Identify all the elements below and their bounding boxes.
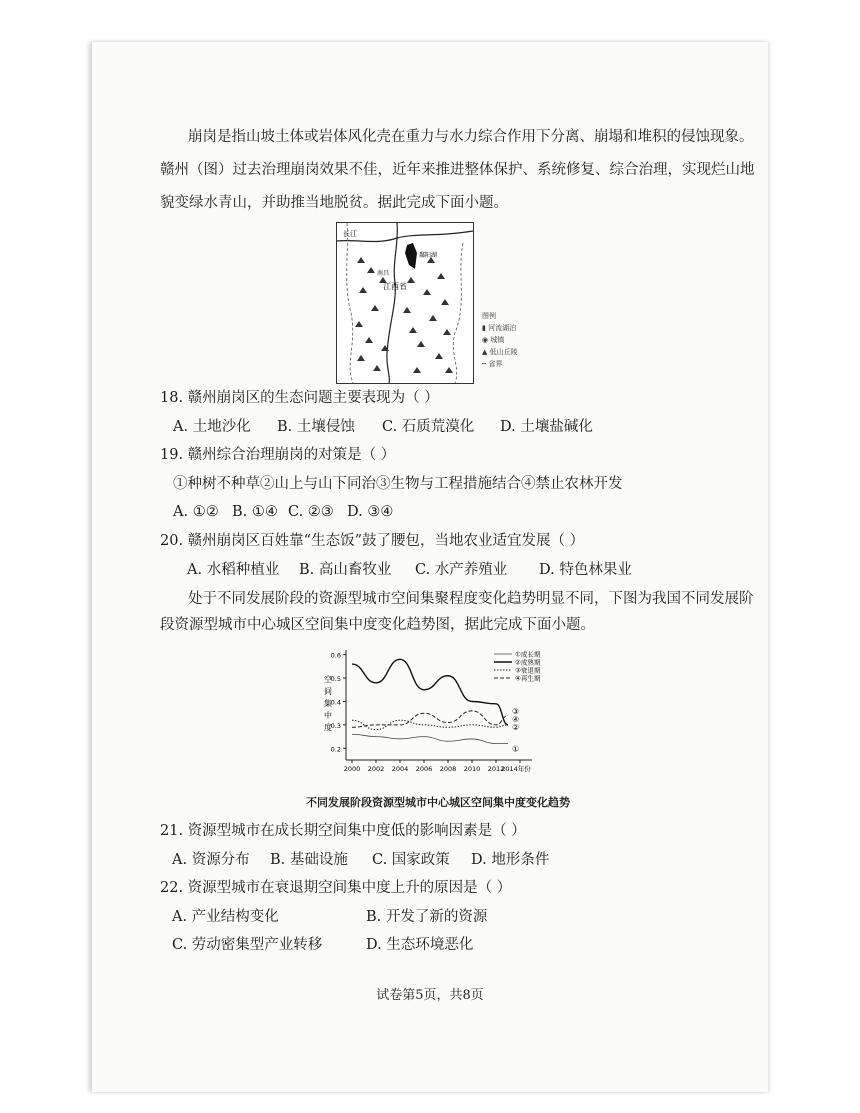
q18-option-d: D. 土壤盐碱化 [500,419,593,435]
legend-label: ①成长期 [515,650,541,659]
passage2-line1: 处于不同发展阶段的资源型城市空间集聚程度变化趋势明显不同，下图为我国不同发展阶 [188,591,754,607]
series-end-label: ④ [512,715,520,725]
x-tick-label: 2014年份 [501,765,531,773]
province-border-west [347,223,353,383]
y-tick-label: 0.4 [330,698,341,707]
y-tick-label: 0.5 [330,675,341,684]
q19-option-a: A. ①② [173,504,219,520]
passage1-line2: 赣州（图）过去治理崩岗效果不佳，近年来推进整体保护、系统修复、综合治理，实现烂山地 [160,162,755,178]
legend-item-river: ▮ 河流湖泊 [482,324,517,332]
q21-option-a: A. 资源分布 [172,852,250,868]
legend-label: ④再生期 [515,674,541,683]
q22-option-a: A. 产业结构变化 [172,909,279,925]
passage1-line1: 崩岗是指山坡土体或岩体风化壳在重力与水力综合作用下分离、崩塌和堆积的侵蚀现象。 [188,129,754,145]
q21-stem: 21. 资源型城市在成长期空间集中度低的影响因素是（ ） [160,823,526,839]
concentration-chart [316,642,596,792]
map-label-river: 长江 [343,230,357,238]
q19-option-b: B. ①④ [232,504,278,520]
passage2-line2: 段资源型城市中心城区空间集中度变化趋势图，据此完成下面小题。 [160,617,595,633]
y-axis-label-char: 度 [324,723,332,732]
legend-label: ②成熟期 [515,658,541,667]
q22-option-c: C. 劳动密集型产业转移 [172,937,323,953]
x-tick-label: 2000 [343,765,361,773]
q22-option-d: D. 生态环境恶化 [366,937,474,953]
y-axis-label-char: 空 [324,675,332,684]
legend-label: ③衰退期 [515,666,541,675]
series-end-label: ② [512,723,520,733]
series-line-3 [352,720,508,729]
q19-stem: 19. 赣州综合治理崩岗的对策是（ ） [160,447,396,463]
q21-option-c: C. 国家政策 [372,852,450,868]
page-footer: 试卷第5页，共8页 [376,988,484,1003]
y-tick-label: 0.3 [330,721,341,730]
passage1-line3: 貌变绿水青山，并助推当地脱贫。据此完成下面小题。 [160,195,508,211]
q18-option-c: C. 石质荒漠化 [382,419,475,435]
q18-stem: 18. 赣州崩岗区的生态问题主要表现为（ ） [160,390,439,406]
map-label-lake: 鄱阳湖 [419,252,438,259]
x-tick-label: 2008 [439,765,457,773]
y-axis-label-char: 间 [324,687,332,696]
series-end-label: ① [512,744,520,754]
series-end-label: ③ [512,706,520,716]
legend-border-label: 省界 [488,360,503,368]
province-border-east [453,243,463,383]
x-tick-label: 2006 [415,765,433,773]
chart-svg [316,642,596,788]
map-label-province: 江西省 [383,282,407,291]
y-axis-label-char: 集 [324,699,332,708]
legend-town-label: 城镇 [490,336,505,344]
legend-river-label: 河流湖泊 [488,324,517,332]
q19-option-c: C. ②③ [288,504,334,520]
y-tick-label: 0.2 [330,745,341,754]
q20-option-c: C. 水产养殖业 [415,562,508,578]
q20-option-b: B. 高山畜牧业 [299,562,392,578]
hill-symbols [355,257,453,373]
map-legend [482,310,518,370]
q20-option-d: D. 特色林果业 [539,562,632,578]
legend-title: 图例 [482,312,496,320]
legend-item-border: ┅ 省界 [482,360,503,368]
q22-option-b: B. 开发了新的资源 [366,909,488,925]
q18-option-b: B. 土壤侵蚀 [277,419,355,435]
ganzhou-map [336,222,474,384]
y-tick-label: 0.6 [330,651,341,660]
legend-item-hills: ▲ 低山丘陵 [482,348,518,356]
x-tick-label: 2010 [463,765,481,773]
q22-stem: 22. 资源型城市在衰退期空间集中度上升的原因是（ ） [160,880,512,896]
q19-option-d: D. ③④ [347,504,394,520]
q21-option-b: B. 基础设施 [270,852,348,868]
series-line-4 [352,711,508,727]
chart-caption: 不同发展阶段资源型城市中心城区空间集中度变化趋势 [306,796,570,809]
x-tick-label: 2004 [391,765,409,773]
river-line [387,223,397,383]
x-tick-label: 2012 [487,765,505,773]
q18-option-a: A. 土地沙化 [173,419,251,435]
legend-item-town: ◉ 城镇 [482,336,505,344]
series-line-1 [352,734,508,743]
legend-hills-label: 低山丘陵 [489,348,518,356]
q20-stem: 20. 赣州崩岗区百姓靠“生态饭”鼓了腰包，当地农业适宜发展（ ） [160,533,585,549]
map-drawing [337,223,473,383]
poyang-lake [405,243,417,269]
q21-option-d: D. 地形条件 [471,852,550,868]
x-tick-label: 2002 [367,765,385,773]
series-line-2 [352,659,508,725]
q20-option-a: A. 水稻种植业 [187,562,280,578]
q19-choices: ①种树不种草②山上与山下同治③生物与工程措施结合④禁止农林开发 [173,476,623,492]
map-label-city: 南昌 [377,270,390,277]
y-axis-label-char: 中 [324,711,332,720]
yangtze-line [337,231,473,242]
